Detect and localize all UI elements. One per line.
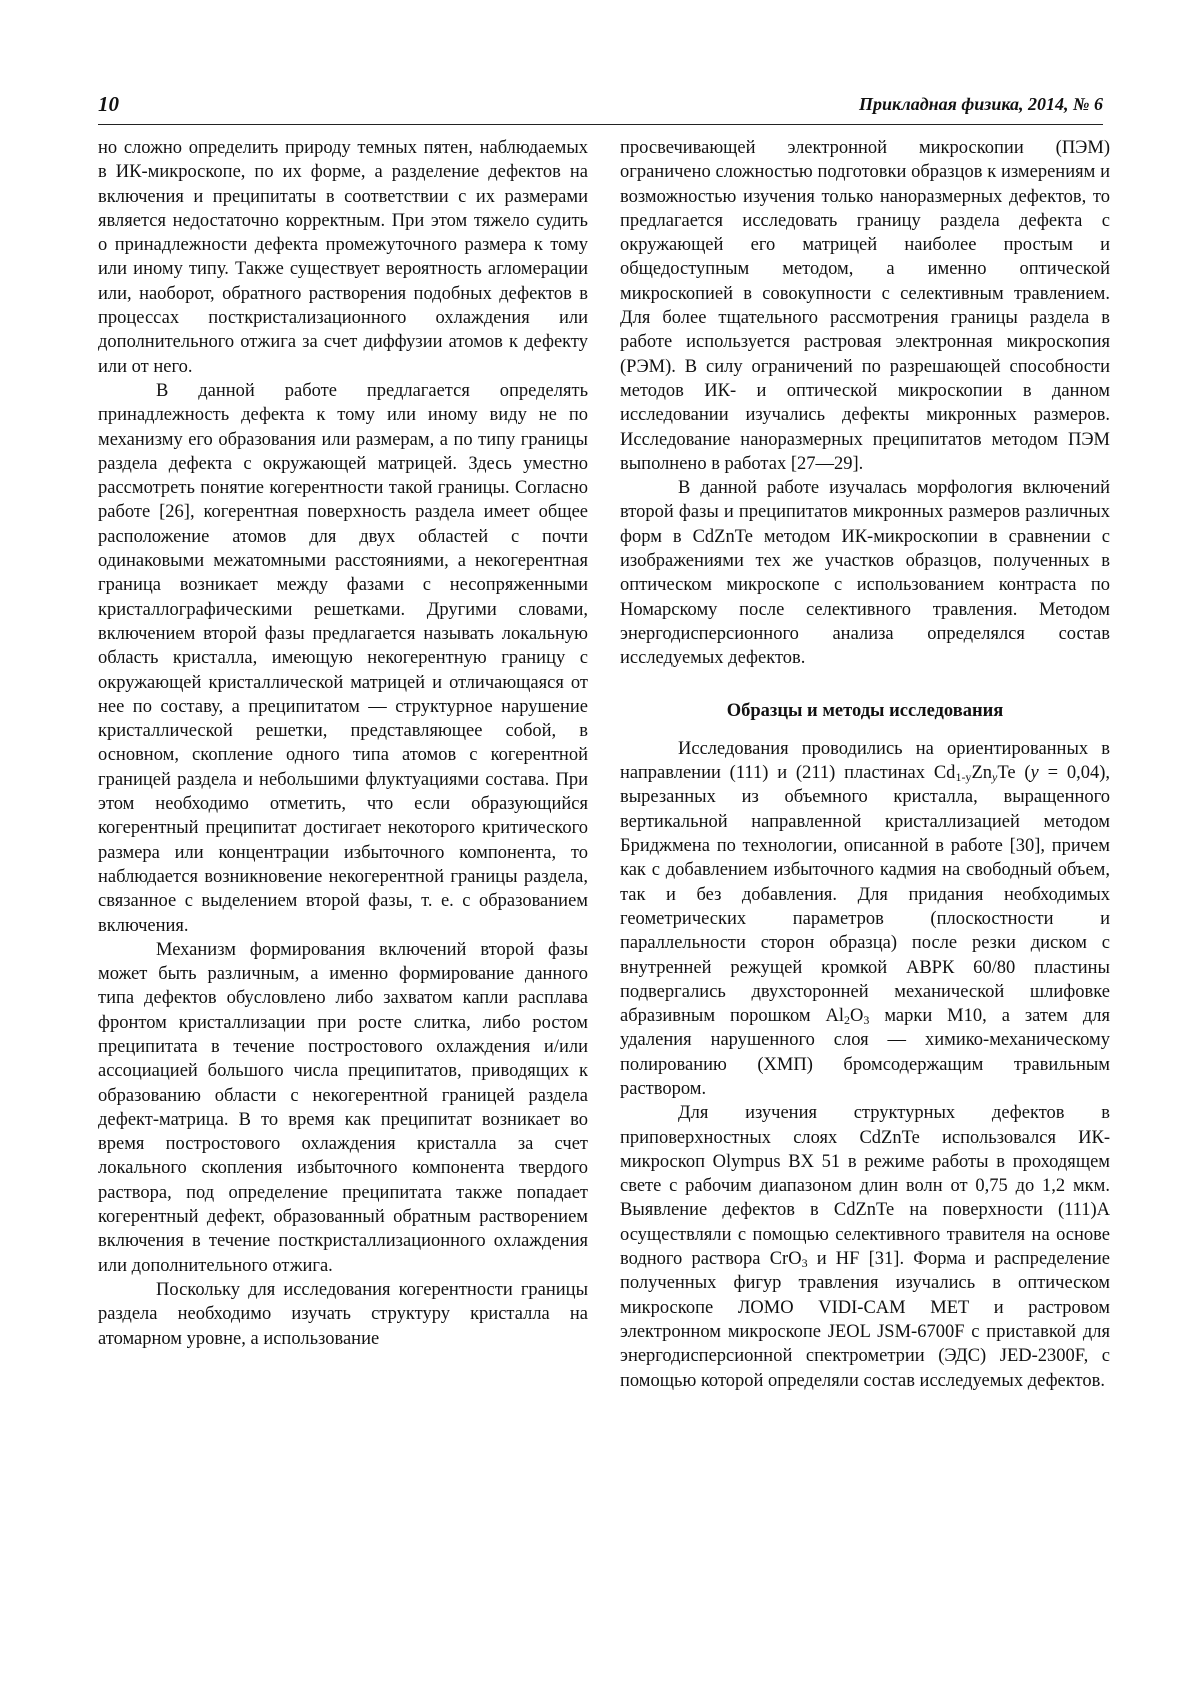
paragraph: В данной работе предлагается определять принадлежность дефекта к тому или иному виду не по механизму его образования или размерам, а по типу границы раздела дефекта с окружающей матрицей. Здесь уместно рассмотреть понятие когерентности такой границы. Согласно работе [26], когерентная поверхность раздела имеет общее расположение атомов для двух областей с почти одинаковыми межатомными расстояниями, а некогерентная граница возникает между фазами с несопряженными кристаллографическими решетками. Другими словами, включением второй фазы предлагается называть локальную область кристалла, имеющую некогерентную границу с окружающей кристаллической матрицей и отличающаяся от нее по составу, а преципитатом — структурное нарушение кристаллической решетки, представляющее собой, в основном, скопление одного типа атомов с когерентной границей раздела и небольшими флуктуациями состава. При этом необходимо отметить, что если образующийся когерентный преципитат достигает некоторого критического размера или концентрации избыточного компонента, то наблюдается возникновение некогерентной границы раздела, связанное с выделением второй фазы, т. е. с образованием включения. (98, 380, 588, 936)
paragraph: Поскольку для исследования когерентности границы раздела необходимо изучать структуру кристалла на атомарном уровне, а использование (98, 1279, 588, 1349)
journal-title: Прикладная физика, 2014, № 6 (858, 94, 1103, 114)
paragraph: но сложно определить природу темных пятен, наблюдаемых в ИК-микроскопе, по их форме, а разделение дефектов на включения и преципитаты в соответствии с их размерами является недостаточно корректным. При этом тяжело судить о принадлежности дефекта промежуточного размера к тому или иному типу. Также существует вероятность агломерации или, наоборот, обратного растворения подобных дефектов в процессах посткристализационного охлаждения или дополнительного отжига за счет диффузии атомов к дефекту или от него. (98, 138, 588, 377)
section-heading: Образцы и методы исследования (726, 700, 1004, 721)
paragraph: Для изучения структурных дефектов в приповерхностных слоях CdZnTe использовался ИК-микроскоп Olympus BX 51 в режиме работы в проходящем свете с рабочим диапазоном длин волн от 0,75 до 1,2 мкм. Выявление дефектов в CdZnTe на поверхности (111)А осуществляли с помощью селективного травителя на основе водного раствора CrO$_3$ и HF [31]. Форма и распределение полученных фигур травления изучались в оптическом микроскопе ЛОМО VIDI-CAM MET и растровом электронном микроскопе JEOL JSM-6700F с приставкой для энергодисперсионной спектрометрии (ЭДС) JED-2300F, с помощью которой определяли состав исследуемых дефектов. (620, 1103, 1110, 1391)
paragraph: Исследования проводились на ориентированных в направлении (111) и (211) пластинах $Cd_{1-y}Zn_yTe$ (y = 0,04), вырезанных из объемного кристалла, выращенного вертикальной направленной кристаллизацией методом Бриджмена по технологии, описанной в работе [30], причем как с добавлением избыточного кадмия на свободный объем, так и без добавления. Для придания необходимых геометрических параметров (плоскостности и параллельности сторон образца) после резки диском с внутренней режущей кромкой АВРК 60/80 пластины подвергались двухсторонней механической шлифовке абразивным порошком $Al_2O_3$ марки М10, а затем для удаления нарушенного слоя — химико-механическому полированию (ХМП) бромсодержащим травильным раствором. (620, 738, 1110, 1099)
page-header (98, 88, 1103, 125)
left-column (98, 136, 588, 1351)
paragraph: просвечивающей электронной микроскопии (ПЭМ) ограничено сложностью подготовки образцов к измерениям и возможностью изучения только наноразмерных дефектов, то предлагается исследовать границу раздела дефекта с окружающей его матрицей наиболее простым и общедоступным методом, а именно оптической микроскопией в совокупности с селективным травлением. Для более тщательного рассмотрения границы раздела в работе используется растровая электронная микроскопия (РЭМ). В силу ограничений по разрешающей способности методов ИК- и оптической микроскопии в данном исследовании изучались дефекты микронных размеров. Исследование наноразмерных преципитатов методом ПЭМ выполнено в работах [27—29]. (620, 138, 1110, 474)
paragraph: В данной работе изучалась морфология включений второй фазы и преципитатов микронных размеров различных форм в CdZnTe методом ИК-микроскопии в сравнении с изображениями тех же участков образцов, полученных в оптическом микроскопе с использованием контраста по Номарскому после селективного травления. Методом энергодисперсионного анализа определялся состав исследуемых дефектов. (620, 478, 1110, 669)
page-number: 10 (98, 92, 119, 116)
paragraph: Механизм формирования включений второй фазы может быть различным, а именно формирование данного типа дефектов обусловлено либо захватом капли расплава фронтом кристаллизации при росте слитка, либо ростом преципитата в течение постростового охлаждения и/или ассоциацией большого числа преципитатов, приводящих к образованию области с некогерентной границей раздела дефект-матрица. В то время как преципитат возникает во время постростового охлаждения кристалла за счет локального скопления избыточного компонента твердого раствора, под определение преципитата также попадает когерентный дефект, образованный обратным растворением включения в течение посткристаллизационного охлаждения или дополнительного отжига. (98, 939, 588, 1276)
right-column (620, 136, 1110, 1393)
